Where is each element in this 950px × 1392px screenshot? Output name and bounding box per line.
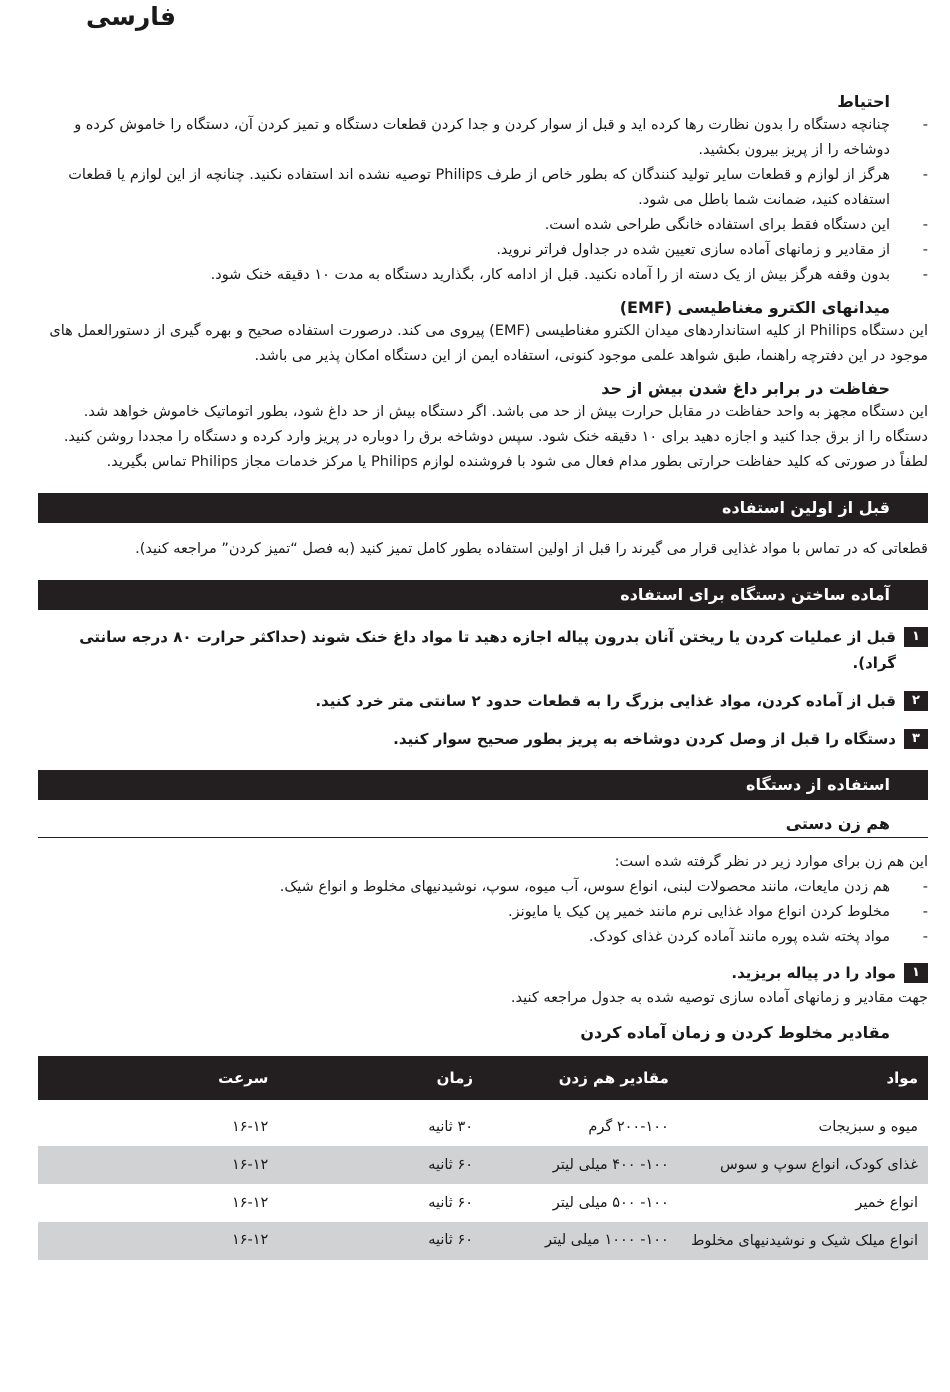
quantities-table [38,1056,928,1260]
table-cell: ۶۰ ثانیه [278,1222,483,1260]
table-cell: ۱۰۰- ۵۰۰ میلی لیتر [552,1195,669,1211]
before-first-use-text: قطعاتی که در تماس با مواد غذایی قرار می گیرند را قبل از اولین استفاده بطور کامل تمیز کنید (به فصل “تمیز کردن” مراجعه کنید). [135,541,928,557]
table-cell: ۱۰۰- ۱۰۰۰ میلی لیتر [483,1222,679,1260]
table-cell: ۱۶-۱۲ [38,1146,278,1184]
table-header: مقادیر هم زدن [483,1056,679,1100]
table-header: زمان [278,1056,483,1100]
overheat-section [38,379,928,475]
hand-blender-heading: هم زن دستی [38,814,928,838]
table-row [38,1146,928,1184]
step-number: ۱ [904,963,928,983]
preparing-heading: آماده ساختن دستگاه برای استفاده [38,580,928,610]
table-cell: غذای کودک، انواع سوپ و سوس [679,1146,928,1184]
list-item: - مخلوط کردن انواع مواد غذایی نرم مانند خمیر پن کیک یا مایونز. [38,900,928,925]
prep-step [38,726,928,752]
emf-text: این دستگاه Philips از کلیه استانداردهای میدان الکترو مغناطیسی (EMF) پیروی می کند. درصورت استفاده صحیح و بهره گیری از دستورالعمل های موجود در این دفترچه راهنما، طبق شواهد علمی موجود کنونی، استفاده ایمن از این دستگاه امکان پذیر می باشد. [49,323,928,364]
list-item: - بدون وقفه هرگز بیش از یک دسته از را آماده نکنید. قبل از ادامه کار، بگذارید دستگاه به مدت ۱۰ دقیقه خنک شود. [38,263,928,288]
prep-step [38,688,928,714]
step-text: دستگاه را قبل از وصل کردن دوشاخه به پریز بطور صحیح سوار کنید. [393,730,896,748]
table-cell: انواع میلک شیک و نوشیدنیهای مخلوط [679,1222,928,1260]
table-row [38,1184,928,1222]
emf-heading: میدانهای الکترو مغناطیسی (EMF) [619,298,890,317]
caution-list [38,113,928,288]
table-cell: ۱۶-۱۲ [231,1195,269,1211]
page-title: فارسی [86,2,177,31]
list-item: - هرگز از لوازم و قطعات سایر تولید کنندگان که بطور خاص از طرف Philips توصیه نشده اند استفاده نکنید. چنانچه از این لوازم یا قطعات استفاده کنید، ضمانت شما باطل می شود. [38,163,928,213]
step-number: ۳ [904,729,928,749]
table-row [38,1100,928,1146]
caution-section [38,92,928,288]
caution-heading: احتیاط [837,92,890,111]
step-number: ۱ [904,627,928,647]
table-header: سرعت [38,1056,278,1100]
step-text: مواد را در پیاله بریزید. [731,964,896,982]
emf-section [38,298,928,369]
table-cell: ۲۰۰-۱۰۰ گرم [588,1119,669,1135]
list-item: - از مقادیر و زمانهای آماده سازی تعیین شده در جداول فراتر نروید. [38,238,928,263]
table-heading: مقادیر مخلوط کردن و زمان آماده کردن [580,1023,890,1042]
step-note: جهت مقادیر و زمانهای آماده سازی توصیه شده به جدول مراجعه کنید. [510,990,928,1006]
table-row [38,1222,928,1260]
overheat-text: این دستگاه مجهز به واحد حفاظت در مقابل حرارت بیش از حد می باشد. اگر دستگاه بیش از حد داغ شود، بطور اتوماتیک خاموش خواهد شد. دستگاه را از برق جدا کنید و اجازه دهید برای ۱۰ دقیقه خنک شود. سپس دوشاخه برق را دوباره در پریز وارد کرده و دستگاه را مجددا روشن کنید. لطفاً در صورتی که کلید حفاظت حرارتی بطور مدام فعال می شود با فروشنده لوازم Philips یا مرکز خدمات مجاز Philips تماس بگیرید. [63,404,928,470]
step-text: قبل از عملیات کردن یا ریختن آنان بدرون پیاله اجازه دهید تا مواد داغ خنک شوند (حداکثر حرارت ۸۰ درجه سانتی گراد). [79,628,896,672]
table-cell: ۶۰ ثانیه [278,1146,483,1184]
step-number: ۲ [904,691,928,711]
list-item: - این دستگاه فقط برای استفاده خانگی طراحی شده است. [38,213,928,238]
manual-content [38,92,928,1260]
table-cell: انواع خمیر [855,1195,918,1211]
using-list [38,875,928,950]
table-header: مواد [679,1056,928,1100]
table-cell: ۱۰۰- ۴۰۰ میلی لیتر [483,1146,679,1184]
table-cell: ۱۶-۱۲ [38,1222,278,1260]
step-text: قبل از آماده کردن، مواد غذایی بزرگ را به قطعات حدود ۲ سانتی متر خرد کنید. [315,692,896,710]
list-item: - مواد پخته شده پوره مانند آماده کردن غذای کودک. [38,925,928,950]
list-item: - چنانچه دستگاه را بدون نظارت رها کرده اید و قبل از سوار کردن و جدا کردن قطعات دستگاه و تمیز کردن آن، دستگاه را خاموش کرده و دوشاخه را از پریز بیرون بکشید. [38,113,928,163]
table-cell: ۱۶-۱۲ [231,1119,269,1135]
table-cell: ۳۰ ثانیه [428,1119,474,1135]
before-first-use-heading: قبل از اولین استفاده [38,493,928,523]
using-heading: استفاده از دستگاه [38,770,928,800]
use-step [38,960,928,986]
overheat-heading: حفاظت در برابر داغ شدن بیش از حد [601,379,890,398]
list-item: - هم زدن مایعات، مانند محصولات لبنی، انواع سوس، آب میوه، سوپ، نوشیدنیهای مخلوط و انواع شیک. [38,875,928,900]
using-intro: این هم زن برای موارد زیر در نظر گرفته شده است: [614,854,928,870]
table-cell: میوه و سبزیجات [818,1119,918,1135]
prep-step [38,624,928,676]
table-cell: ۶۰ ثانیه [428,1195,474,1211]
